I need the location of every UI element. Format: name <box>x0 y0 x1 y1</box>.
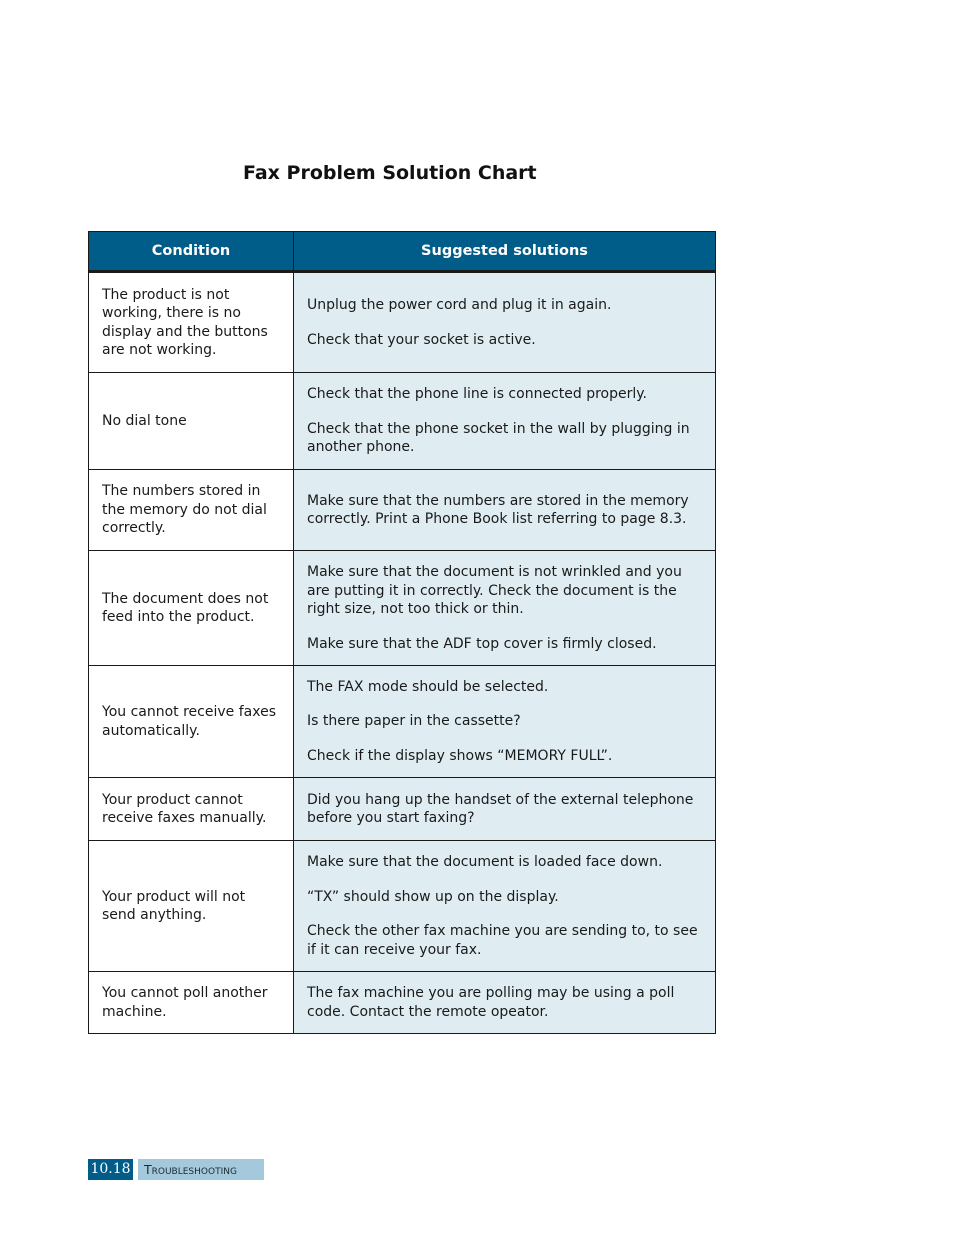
table-row <box>89 778 716 841</box>
condition-cell: Your product cannot receive faxes manually. <box>89 778 294 841</box>
solution-text: Make sure that the document is not wrinkled and you are putting it in correctly. Check the document is the right size, not too thick or thin. <box>307 564 682 617</box>
solution-text: “TX” should show up on the display. <box>307 888 559 905</box>
solution-text: Make sure that the ADF top cover is firmly closed. <box>307 635 657 652</box>
condition-cell: No dial tone <box>89 373 294 470</box>
solution-text: Check that your socket is active. <box>307 331 536 348</box>
table-row <box>89 551 716 666</box>
column-header-solutions: Suggested solutions <box>294 232 716 272</box>
table-row <box>89 272 716 373</box>
solutions-cell <box>294 272 716 373</box>
solutions-cell <box>294 551 716 666</box>
solution-text: Make sure that the numbers are stored in the memory correctly. Print a Phone Book list referring to page 8.3. <box>307 492 689 527</box>
solutions-cell <box>294 778 716 841</box>
solution-text: Check that the phone line is connected properly. <box>307 386 647 403</box>
solutions-cell <box>294 666 716 778</box>
solution-text: Did you hang up the handset of the external telephone before you start faxing? <box>307 791 694 826</box>
solutions-cell <box>294 841 716 972</box>
solution-text: Unplug the power cord and plug it in again. <box>307 297 612 313</box>
fax-problem-table <box>88 231 716 1034</box>
condition-cell: You cannot poll another machine. <box>89 972 294 1034</box>
solution-text: Check that the phone socket in the wall by plugging in another phone. <box>307 420 690 456</box>
table-row <box>89 666 716 778</box>
section-name: Troubleshooting <box>138 1159 264 1180</box>
solution-text: Make sure that the document is loaded face down. <box>307 854 663 870</box>
table-row <box>89 841 716 972</box>
column-header-condition: Condition <box>89 232 294 272</box>
solution-text: The fax machine you are polling may be using a poll code. Contact the remote opeator. <box>307 985 675 1020</box>
condition-cell: The numbers stored in the memory do not dial correctly. <box>89 470 294 551</box>
solutions-cell <box>294 373 716 470</box>
table-row <box>89 373 716 470</box>
table-header-row <box>89 232 716 272</box>
solution-text: Check the other fax machine you are sending to, to see if it can receive your fax. <box>307 923 698 958</box>
page-title: Fax Problem Solution Chart <box>243 162 537 184</box>
solution-text: Is there paper in the cassette? <box>307 713 521 730</box>
solution-text: The FAX mode should be selected. <box>307 678 549 695</box>
condition-cell: You cannot receive faxes automatically. <box>89 666 294 778</box>
solutions-cell <box>294 972 716 1034</box>
table-row <box>89 972 716 1034</box>
page-footer <box>88 1159 264 1180</box>
solution-text: Check if the display shows “MEMORY FULL”. <box>307 747 613 764</box>
solutions-cell <box>294 470 716 551</box>
condition-cell: The product is not working, there is no display and the buttons are not working. <box>89 272 294 373</box>
table-row <box>89 470 716 551</box>
condition-cell: Your product will not send anything. <box>89 841 294 972</box>
page-number: 10.18 <box>88 1159 133 1180</box>
condition-cell: The document does not feed into the product. <box>89 551 294 666</box>
